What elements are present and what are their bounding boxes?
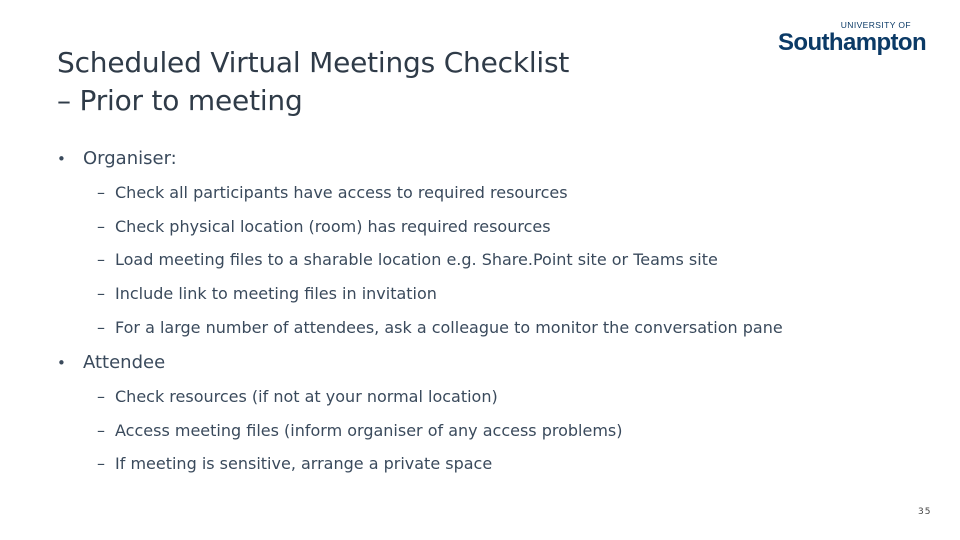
dash-icon: –: [97, 454, 105, 473]
bullet-heading: Organiser:: [83, 148, 177, 169]
sub-item-text: Check resources (if not at your normal location): [115, 387, 498, 406]
logo-small-text: UNIVERSITY OF: [840, 20, 911, 30]
dash-icon: –: [97, 250, 105, 269]
dash-icon: –: [97, 217, 105, 236]
slide-title-line-1: Scheduled Virtual Meetings Checklist: [57, 46, 570, 79]
bullet-icon: •: [57, 354, 66, 372]
dash-icon: –: [97, 387, 105, 406]
bullet-heading: Attendee: [83, 352, 166, 373]
sub-item-text: If meeting is sensitive, arrange a private space: [115, 454, 493, 473]
logo-wordmark: Southampton: [778, 29, 927, 56]
dash-icon: –: [97, 183, 105, 202]
sub-item-text: For a large number of attendees, ask a colleague to monitor the conversation pane: [115, 318, 783, 337]
dash-icon: –: [97, 421, 105, 440]
university-logo: [778, 20, 927, 60]
bullet-icon: •: [57, 150, 66, 168]
sub-item-text: Load meeting files to a sharable location e.g. Share.Point site or Teams site: [115, 250, 718, 269]
dash-icon: –: [97, 284, 105, 303]
sub-item-text: Include link to meeting files in invitation: [115, 284, 437, 303]
slide-title: [57, 44, 569, 120]
dash-icon: –: [97, 318, 105, 337]
sub-item-text: Check physical location (room) has required resources: [115, 217, 551, 236]
sub-item-text: Access meeting files (inform organiser of any access problems): [115, 421, 623, 440]
slide-title-line-2: – Prior to meeting: [57, 84, 303, 117]
sub-item-text: Check all participants have access to required resources: [115, 183, 568, 202]
page-number: 35: [918, 507, 932, 517]
